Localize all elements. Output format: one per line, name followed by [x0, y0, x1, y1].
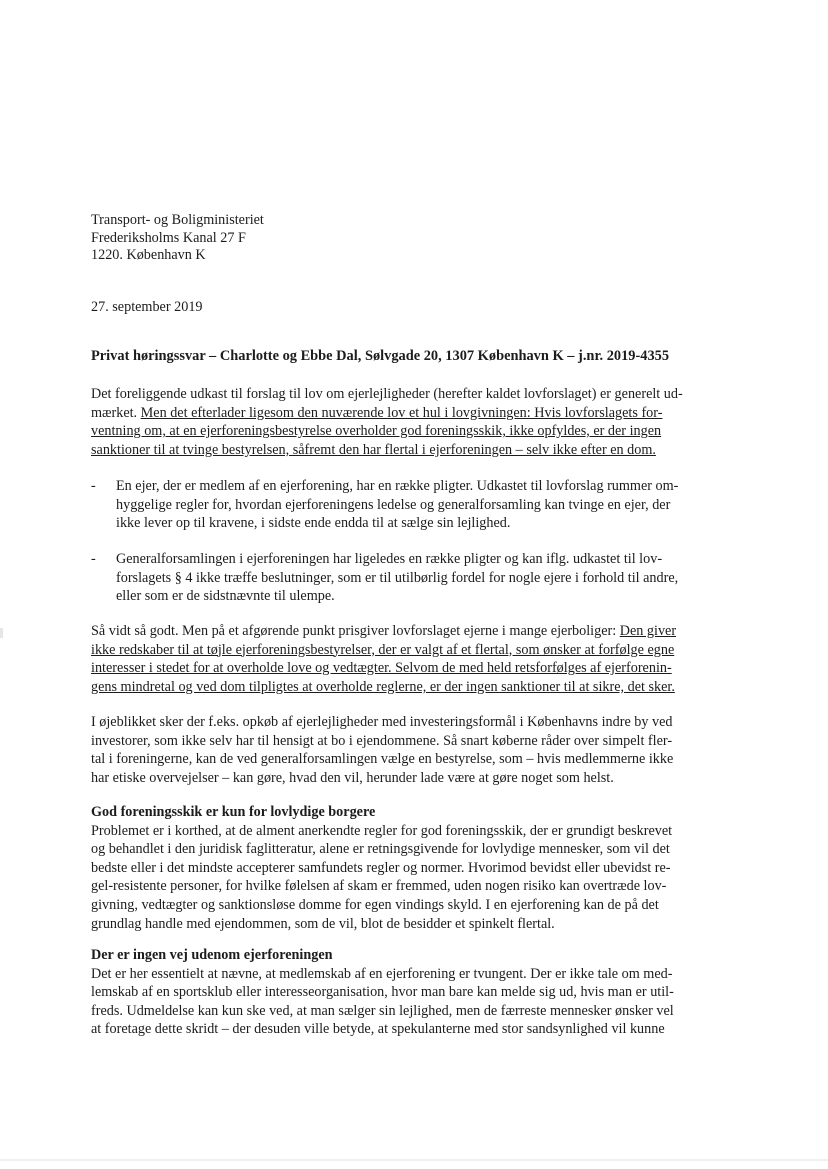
paragraph-3	[91, 713, 741, 787]
para2-line-2: ikke redskaber til at tøjle ejerforeningsbestyrelser, der er valgt af et flertal, som ønsker at forfølge egne	[91, 641, 675, 658]
section-2-line-4: at foretage dette skridt – der desuden ville betyde, at spekulanterne med stor sandsynlighed vil kunne	[91, 1021, 665, 1038]
intro-line-2-underlined: Men det efterlader ligesom den nuværende lov et hul i lovgivningen: Hvis lovforslagets for-	[140, 404, 663, 421]
bullet-2-line-3: eller som er de sidstnævnte til ulempe.	[116, 588, 335, 605]
para3-line-1: I øjeblikket sker der f.eks. opkøb af ejerlejligheder med investeringsformål i Københavns indre by ved	[91, 714, 673, 730]
subject-line: Privat høringssvar – Charlotte og Ebbe Dal, Sølvgade 20, 1307 København K – j.nr. 2019-4355	[91, 348, 670, 364]
section-2-line-1: Det er her essentielt at nævne, at medlemskab af en ejerforening er tvungent. Der er ikke tale om med-	[91, 965, 673, 982]
letter-date: 27. september 2019	[91, 299, 203, 315]
bullet-dash: -	[91, 478, 96, 494]
paragraph-2	[91, 622, 741, 696]
recipient-line-2: Frederiksholms Kanal 27 F	[91, 229, 246, 246]
intro-line-1: Det foreliggende udkast til forslag til lov om ejerlejligheder (herefter kaldet lovforslaget) er generelt ud-	[91, 386, 683, 402]
section-2-line-2: lemskab af en sportsklub eller interesseorganisation, hvor man bare kan melde sig ud, hvis man er util-	[91, 984, 674, 1001]
bullet-1-line-2: hyggelige regler for, hvordan ejerforeningens ledelse og generalforsamling kan tvinge en ejer, der	[116, 496, 671, 513]
para2-line-1	[91, 622, 741, 641]
section-1	[91, 803, 741, 933]
section-1-heading: God foreningsskik er kun for lovlydige borgere	[91, 804, 376, 820]
intro-paragraph	[91, 385, 741, 459]
bullet-2-line-1: Generalforsamlingen i ejerforeningen har ligeledes en række pligter og kan iflg. udkastet til lov-	[116, 551, 663, 567]
para3-line-3: tal i foreningerne, kan de ved generalforsamlingen vælge en bestyrelse, som – hvis medlemmerne ikke	[91, 751, 674, 768]
section-1-line-2: og behandlet i den juridisk faglitteratur, alene er retningsgivende for lovlydige mennesker, som vil det	[91, 841, 670, 858]
para2-line-1-underlined: Den giver	[619, 623, 677, 639]
scan-artifact	[0, 1159, 828, 1161]
intro-line-3: ventning om, at en ejerforeningsbestyrelse overholder god foreningsskik, ikke opfyldes, er der ingen	[91, 423, 662, 440]
section-2-heading: Der er ingen vej udenom ejerforeningen	[91, 947, 333, 963]
para3-line-4: har etiske overvejelser – kan gøre, hvad den vil, herunder lade være at gøre noget som helst.	[91, 769, 614, 786]
recipient-line-3: 1220. København K	[91, 247, 206, 263]
section-1-line-6: grundlag handle med ejendommen, som de vil, blot de besidder et spinkelt flertal.	[91, 915, 555, 932]
bullet-1-line-1: En ejer, der er medlem af en ejerforening, har en række pligter. Udkastet til lovforslag rummer om-	[116, 478, 679, 494]
section-2	[91, 946, 741, 1039]
para3-line-2: investorer, som ikke selv har til hensigt at bo i ejendommene. Så snart køberne råder over simpelt fler-	[91, 732, 673, 749]
intro-line-4: sanktioner til at tvinge bestyrelsen, såfremt den har flertal i ejerforeningen – selv ikke efter en dom.	[91, 441, 656, 458]
section-1-line-1: Problemet er i korthed, at de alment anerkendte regler for god foreningsskik, der er grundigt beskrevet	[91, 822, 673, 839]
para2-line-1-plain: Så vidt så godt. Men på et afgørende punkt prisgiver lovforslaget ejerne i mange ejerboliger:	[91, 623, 620, 639]
para2-line-4: gens mindretal og ved dom tilpligtes at overholde reglerne, er der ingen sanktioner til at sikre, det sker.	[91, 678, 675, 695]
bullet-1-line-3: ikke lever op til kravene, i sidste ende endda til at sælge sin lejlighed.	[116, 515, 511, 532]
recipient-address	[91, 212, 264, 265]
section-1-line-4: gel-resistente personer, for hvilke følelsen af skam er fremmed, uden nogen risiko kan overtræde lov-	[91, 878, 667, 895]
para2-line-3: interesser i stedet for at overholde love og vedtægter. Selvom de med held retsforfølges af ejerforenin-	[91, 660, 672, 677]
bullet-2-line-2: forslagets § 4 ikke træffe beslutninger, som er til utilbørlig fordel for nogle ejere i forhold til andre,	[116, 569, 679, 586]
section-2-line-3: freds. Udmeldelse kan kun ske ved, at man sælger sin lejlighed, men de færreste mennesker ønsker vel	[91, 1002, 674, 1019]
recipient-line-1: Transport- og Boligministeriet	[91, 212, 264, 228]
intro-line-2-plain: mærket.	[91, 404, 141, 421]
intro-line-2	[91, 404, 741, 423]
bullet-dash: -	[91, 551, 96, 567]
section-1-line-5: givning, vedtægter og sanktionsløse domme for egen vindings skyld. I en ejerforening kan de på det	[91, 896, 659, 913]
scan-artifact	[0, 628, 3, 638]
section-1-line-3: bedste eller i det mindste accepterer samfundets regler og normer. Hvorimod bevidst eller ubevidst re-	[91, 859, 671, 876]
